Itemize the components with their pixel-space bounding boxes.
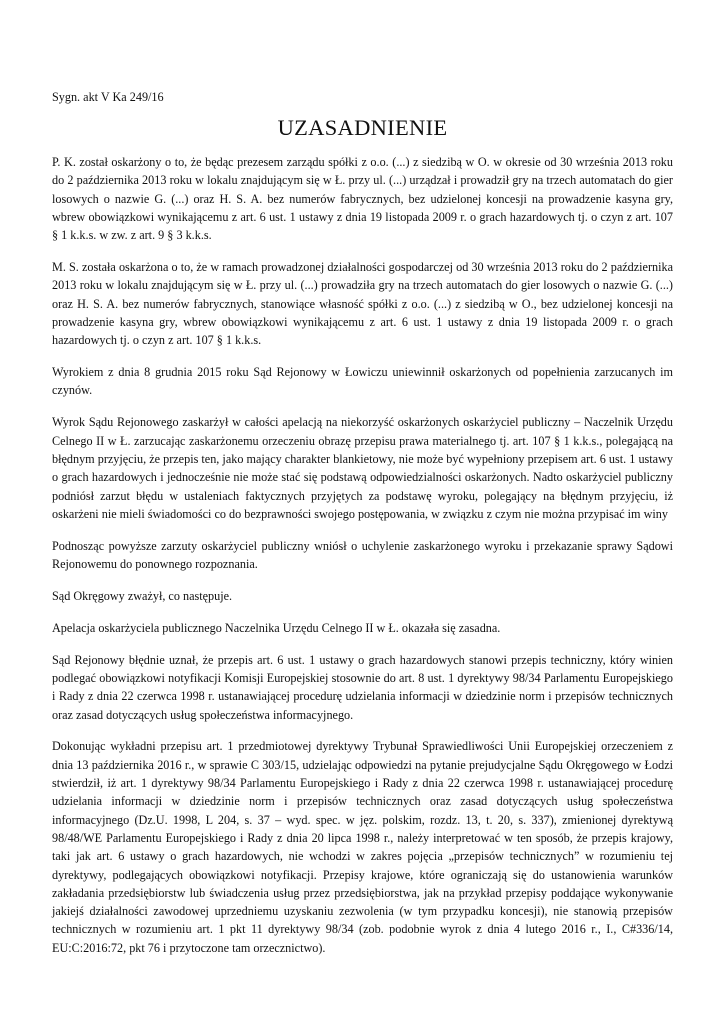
paragraph-appeal: Wyrok Sądu Rejonowego zaskarżył w całości apelacją na niekorzyść oskarżonych oskarżyciel publiczny – Naczelnik Urzędu Celnego II w Ł. zarzucając zaskarżonemu orzeczeniu obrazę przepisu prawa materialnego tj. art. 107 § 1 k.k.s., polegającą na błędnym przyjęciu, że przepis ten, jako mający charakter blankietowy, nie może być wypełniony przepisem art. 6 ust. 1 ustawy o grach hazardowych i jednocześnie nie może stać się podstawą odpowiedzialności oskarżonych. Nadto oskarżyciel publiczny podniósł zarzut błędu w ustaleniach faktycznych przyjętych za podstawę wyroku, polegający na błędnym przyjęciu, iż oskarżeni nie mieli świadomości co do bezprawności swojego postępowania, w związku z czym nie można przypisać im winy: [52, 415, 673, 521]
paragraph-first-instance-verdict: Wyrokiem z dnia 8 grudnia 2015 roku Sąd Rejonowy w Łowiczu uniewinnił oskarżonych od popełnienia zarzucanych im czynów.: [52, 365, 673, 398]
document-body: [52, 89, 673, 971]
paragraph-cjeu-interpretation: Dokonując wykładni przepisu art. 1 przedmiotowej dyrektywy Trybunał Sprawiedliwości Unii Europejskiej orzeczeniem z dnia 13 października 2016 r., w sprawie C 303/15, udzielając odpowiedzi na pytanie prejudycjalne Sądu Okręgowego w Łodzi stwierdził, iż art. 1 dyrektywy 98/34 Parlamentu Europejskiego i Rady z dnia 22 czerwca 1998 r. ustanawiającej procedurę udzielania informacji w dziedzinie norm i przepisów technicznych oraz zasad dotyczących usług społeczeństwa informacyjnego (Dz.U. 1998, L 204, s. 37 – wyd. spec. w jęz. polskim, rozdz. 13, t. 20, s. 337), zmienionej dyrektywą 98/48/WE Parlamentu Europejskiego i Rady z dnia 20 lipca 1998 r., należy interpretować w ten sposób, że przepis krajowy, taki jak art. 6 ustawy o grach hazardowych, nie wchodzi w zakres pojęcia „przepisów technicznych” w rozumieniu tej dyrektywy, podlegających obowiązkowi notyfikacji. Przepisy krajowe, które ograniczają się do ustanowienia warunków zakładania przedsiębiorstw lub świadczenia usług przez przedsiębiorstwa, jak na przykład przepisy poddające wykonywanie jakiejś działalności zawodowej uprzedniemu uzyskaniu zezwolenia (w tym przypadku koncesji), nie stanowią przepisów technicznych w rozumieniu art. 1 pkt 11 dyrektywy 98/34 (zob. podobnie wyrok z dnia 4 lutego 2016 r., I., C#336/14, EU:C:2016:72, pkt 76 i przytoczone tam orzecznictwo).: [52, 739, 673, 955]
paragraph-technical-regulation: Sąd Rejonowy błędnie uznał, że przepis art. 6 ust. 1 ustawy o grach hazardowych stanowi przepis techniczny, który winien podlegać obowiązkowi notyfikacji Komisji Europejskiej stosownie do art. 8 ust. 1 dyrektywy 98/34 Parlamentu Europejskiego i Rady z dnia 22 czerwca 1998 r. ustanawiającej procedurę udzielania informacji w dziedzinie norm i przepisów technicznych oraz zasad dotyczących usług społeczeństwa informacyjnego.: [52, 652, 673, 722]
paragraph-court-considered: Sąd Okręgowy zważył, co następuje.: [52, 588, 233, 603]
case-number: Sygn. akt V Ka 249/16: [52, 90, 164, 104]
paragraph-charge-pk: P. K. został oskarżony o to, że będąc prezesem zarządu spółki z o.o. (...) z siedzibą w O. w okresie od 30 września 2013 roku do 2 października 2013 roku w lokalu znajdującym się w Ł. przy ul. (...) urządzał i prowadził gry na trzech automatach do gier losowych o nazwie G. (...) oraz H. S. A. bez numerów fabrycznych, bez udzielonej koncesji na prowadzenie kasyna gry, wbrew obowiązkowi wynikającemu z art. 6 ust. 1 ustawy z dnia 19 listopada 2009 r. o grach hazardowych tj. o czyn z art. 107 § 1 k.k.s. w zw. z art. 9 § 3 k.k.s.: [52, 155, 673, 243]
paragraph-appeal-motion: Podnosząc powyższe zarzuty oskarżyciel publiczny wniósł o uchylenie zaskarżonego wyroku i przekazanie sprawy Sądowi Rejonowemu do ponownego rozpoznania.: [52, 538, 673, 572]
document-title: UZASADNIENIE: [277, 115, 448, 140]
paragraph-appeal-justified: Apelacja oskarżyciela publicznego Naczelnika Urzędu Celnego II w Ł. okazała się zasadna.: [52, 620, 501, 635]
paragraph-charge-ms: M. S. została oskarżona o to, że w ramach prowadzonej działalności gospodarczej od 30 września 2013 roku do 2 października 2013 roku w lokalu znajdującym się w Ł. przy ul. (...) prowadziła gry na trzech automatach do gier losowych o nazwie G. (...) oraz H. S. A. bez numerów fabrycznych, stanowiące własność spółki z o.o. (...) z siedzibą w O., bez udzielonej koncesji na prowadzenie kasyna gry, wbrew obowiązkowi wynikającemu z art. 6 ust. 1 ustawy z dnia 19 listopada 2009 r. o grach hazardowych tj. o czyn z art. 107 § 1 k.k.s.: [52, 260, 673, 348]
